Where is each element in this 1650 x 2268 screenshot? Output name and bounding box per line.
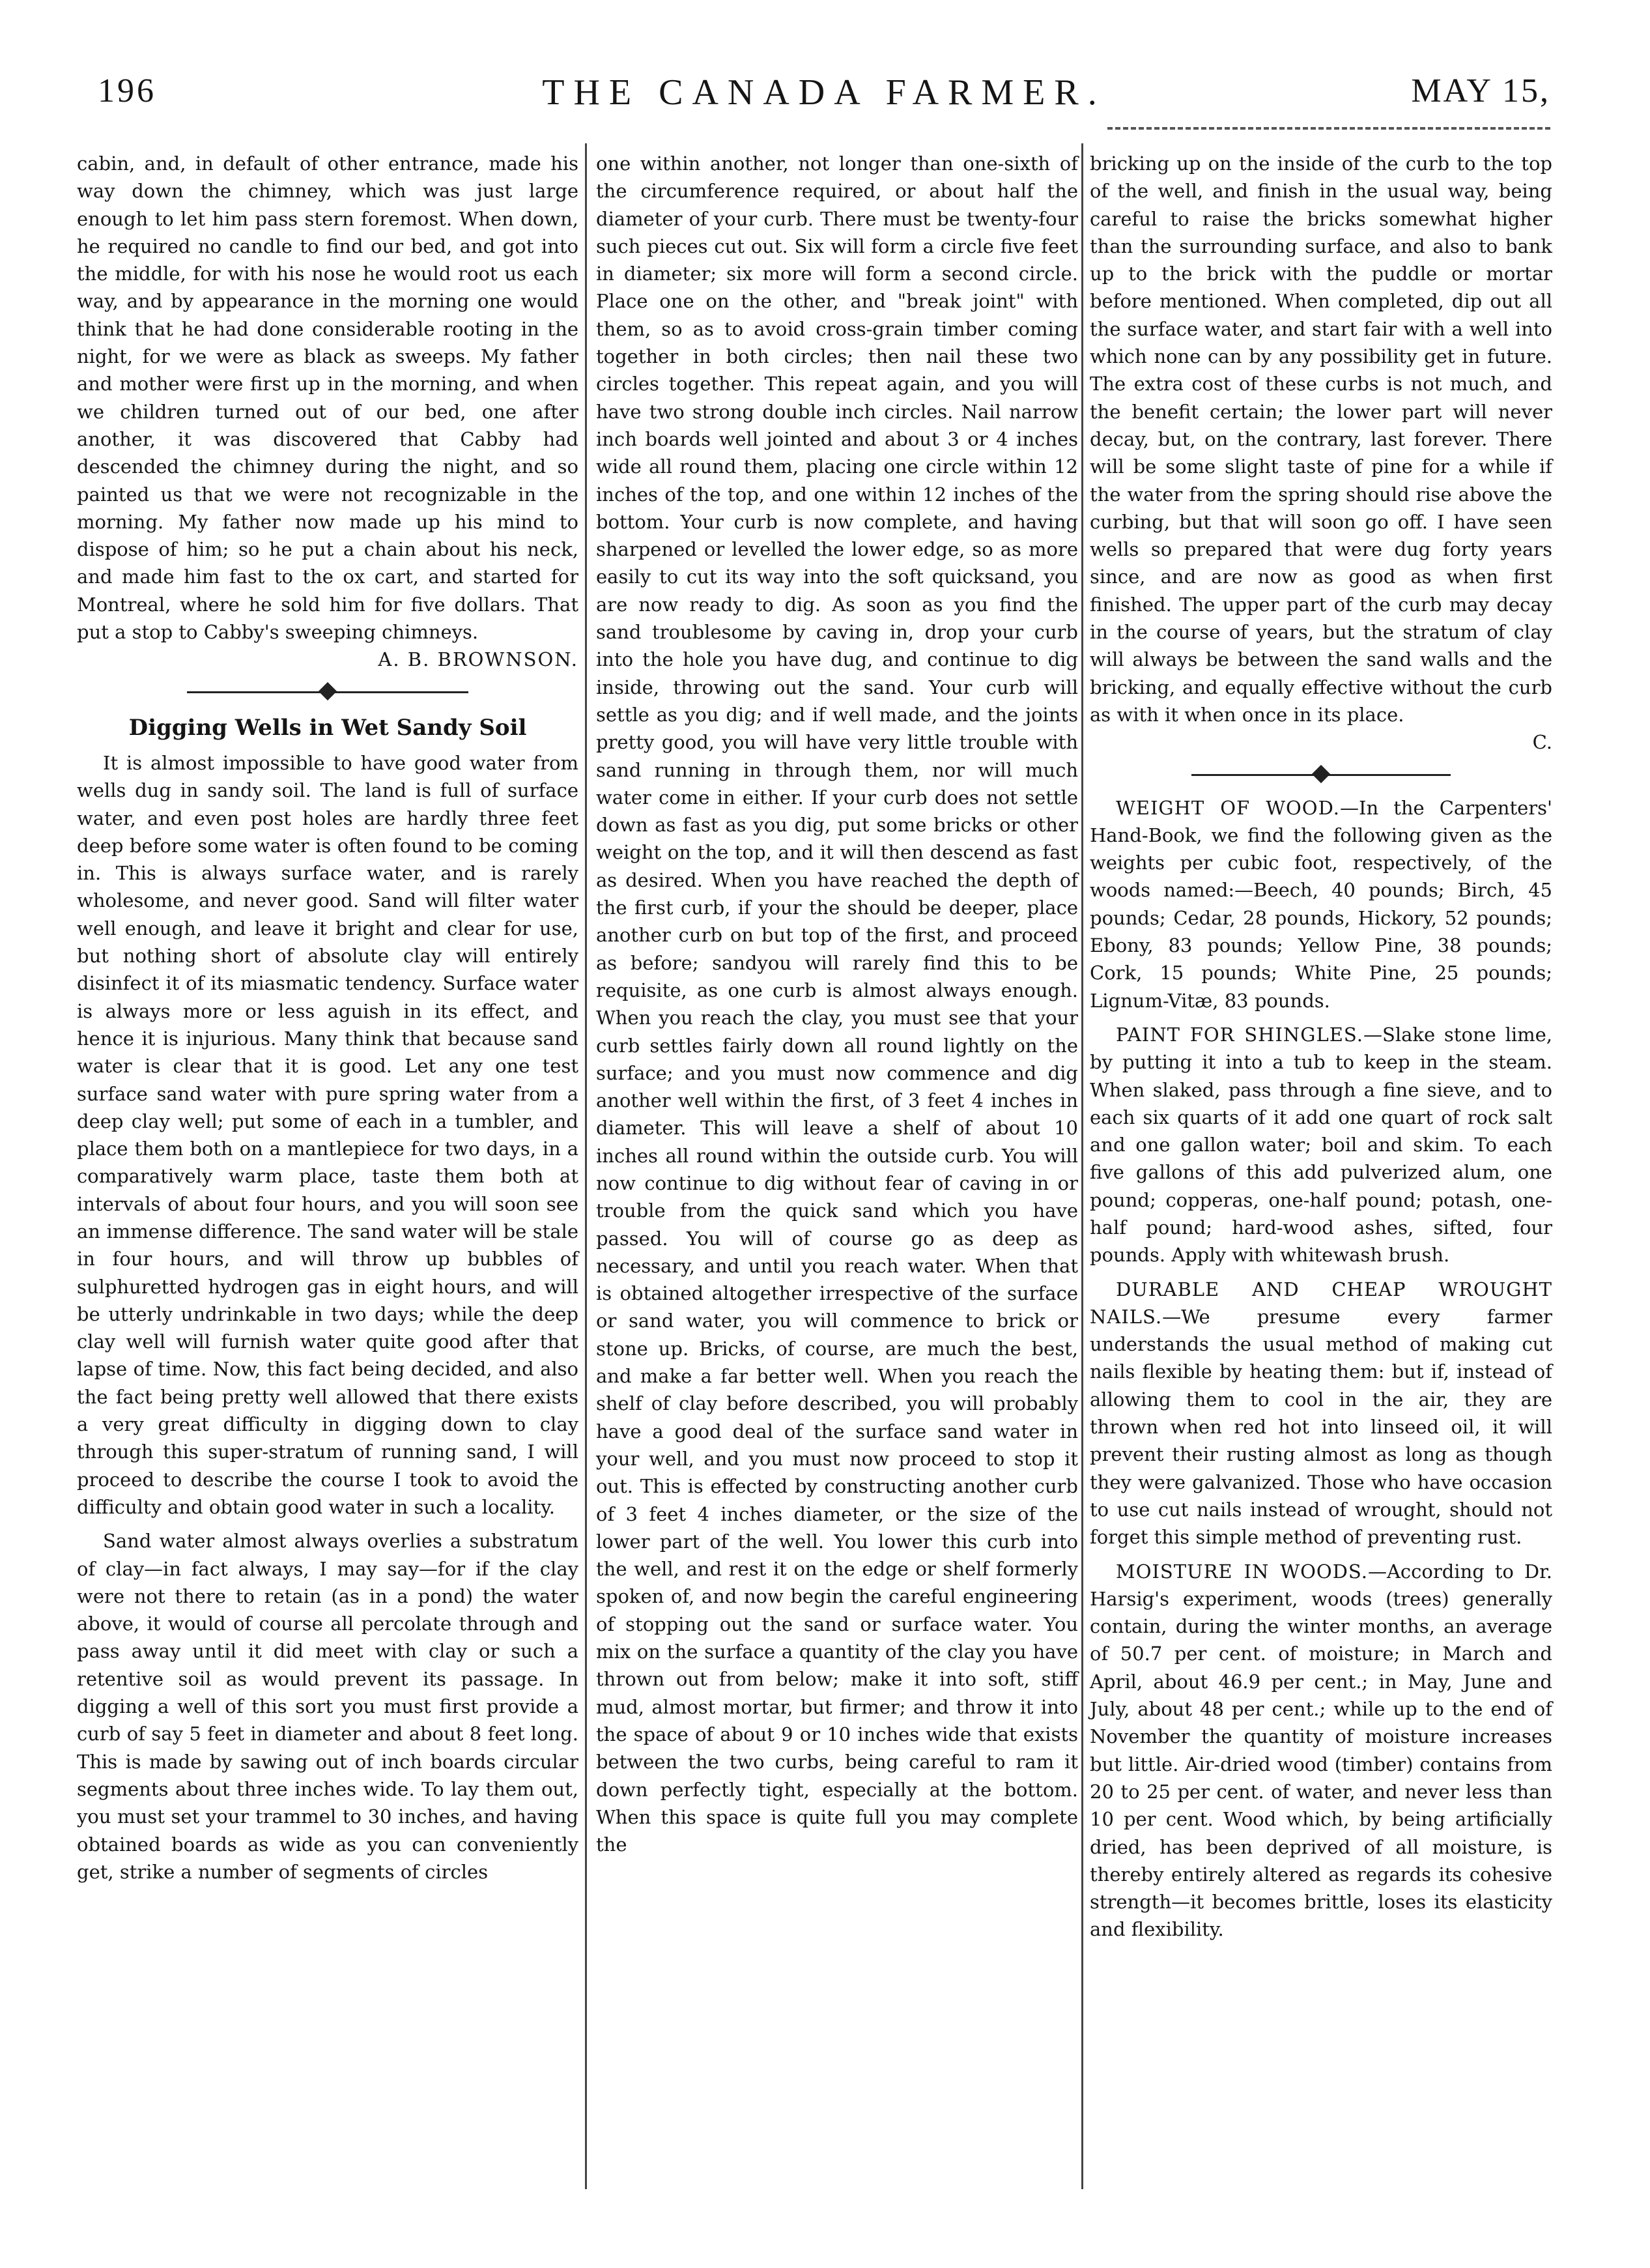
author-signature: A. B. BROWNSON. — [378, 648, 578, 671]
article-paragraph: one within another, not longer than one-sixth of the circumference required, or about half the diameter of your curb. There must be twenty-four such pieces cut out. Six will form a circle five feet in diameter; six more will form a second circle. Place one on the other, and "break joint" with them, so as to avoid cross-grain timber coming together in both circles; then nail these two circles together. This repeat again, and you will have two strong double inch circles. Nail narrow inch boards well jointed and about 3 or 4 inches wide all round them, placing one circle within 12 inches of the top, and one within 12 inches of the bottom. Your curb is now complete, and having sharpened or levelled the lower edge, so as more easily to cut its way into the soft quicksand, you are now ready to dig. As soon as you find the sand troublesome by caving in, drop your curb into the hole you have dug, and continue to dig inside, throwing out the sand. Your curb will settle as you dig; and if well made, and the joints pretty good, you will have very little trouble with sand running in through them, nor will much water come in either. If your curb does not settle down as fast as you dig, put some bricks or other weight on the top, and it will then descend as fast as desired. When you have reached the depth of the first curb, if your the should be deeper, place another curb on but top of the first, and proceed as before; sandyou will rarely find this to be requisite, as one curb is almost always enough. When you reach the clay, you must see that your curb settles fairly down all round lightly on the surface; and you must now commence and dig another well within the first, of 3 feet 4 inches in diameter. This will leave a shelf of about 10 inches all round within the outside curb. You will now continue to dig without fear of caving in or trouble from the quick sand which you have passed. You will of course go as deep as necessary, and until you reach water. When that is obtained altogether irrespective of the surface or sand water, you will commence to brick or stone up. Bricks, of course, are much the best, and make a far better well. When you reach the shelf of clay before described, you will probably have a good deal of the surface sand water in your well, and you must now proceed to stop it out. This is effected by constructing another curb of 3 feet 4 inches diameter, or the size of the lower part of the well. You lower this curb into the well, and rest it on the edge or shelf formerly spoken of, and now begin the careful engineering of stopping out the sand or surface water. You mix on the surface a quantity of the clay you have thrown out from below; make it into soft, stiff mud, almost mortar, but firmer; and throw it into the space of about 9 or 10 inches wide that exists between the two curbs, being careful to ram it down perfectly tight, especially at the bottom. When this space is quite full you may complete the — [596, 152, 1078, 1856]
article-paragraph: bricking up on the inside of the curb to the top of the well, and finish in the usual way, being careful to raise the bricks somewhat higher than the surrounding surface, and also to bank up to the brick with the puddle or mortar before mentioned. When completed, dip out all the surface water, and start fair with a well into which none can by any possibility get in future. The extra cost of these curbs is not much, and the benefit certain; the lower part will never decay, but, on the contrary, last forever. There will be some slight taste of pine for a while if the water from the spring should rise above the curbing, but that will soon go off. I have seen wells so prepared that were dug forty years since, and are now as good as when first finished. The upper part of the curb may decay in the course of years, but the stratum of clay will always be between the sand walls and the bricking, and equally effective without the curb as with it when once in its place. — [1090, 152, 1552, 726]
item-title: DURABLE AND CHEAP WROUGHT NAILS. — [1090, 1278, 1552, 1328]
section-divider — [1090, 762, 1552, 788]
column-rule-1 — [585, 143, 587, 2189]
item-text: —We presume every farmer understands the usual method of making cut nails flexible by heating them: but if, instead of allowing them to cool in the air, they are thrown when red hot into linseed oil, it will prevent their rusting almost as long as though they were galvanized. Those who have occasion to use cut nails instead of wrought, should not forget this simple method of preventing rust. — [1090, 1305, 1552, 1549]
masthead-title: THE CANADA FARMER. — [542, 72, 1106, 113]
item-title: PAINT FOR SHINGLES. — [1116, 1023, 1363, 1046]
paint-for-shingles-item — [1090, 1021, 1552, 1269]
issue-date: MAY 15, — [1411, 72, 1550, 109]
weight-of-wood-item — [1090, 794, 1552, 1014]
page-number: 196 — [98, 72, 156, 109]
column-3 — [1090, 150, 1552, 1944]
article-paragraph: Sand water almost always overlies a substratum of clay—in fact always, I may say—for if the clay were not there to retain (as in a pond) the water above, it would of course all percolate through and pass away until it did meet with clay or such a retentive soil as would prevent its passage. In digging a well of this sort you must first provide a curb of say 5 feet in diameter and about 8 feet long. This is made by sawing out of inch boards circular segments about three inches wide. To lay them out, you must set your trammel to 30 inches, and having obtained boards as wide as you can conveniently get, strike a number of segments of circles — [77, 1530, 578, 1883]
item-text: —According to Dr. Harsig's experiment, woods (trees) generally contain, during the winter months, an average of 50.7 per cent. of moisture; in March and April, about 46.9 per cent.; in May, June and July, about 48 per cent.; while up to the end of November the quantity of moisture increases but little. Air-dried wood (timber) contains from 20 to 25 per cent. of water, and never less than 10 per cent. Wood which, by being artificially dried, has been deprived of all moisture, is thereby entirely altered as regards its cohesive strength—it becomes brittle, loses its elasticity and flexibility. — [1090, 1560, 1552, 1941]
item-text: —In the Carpenters' Hand-Book, we find the following given as the weights per cubic foot, respectively, of the woods named:—Beech, 40 pounds; Birch, 45 pounds; Cedar, 28 pounds, Hickory, 52 pounds; Ebony, 83 pounds; Yellow Pine, 38 pounds; Cork, 15 pounds; White Pine, 25 pounds; Lignum-Vitæ, 83 pounds. — [1090, 796, 1553, 1012]
moisture-in-woods-item — [1090, 1558, 1552, 1944]
article-heading: Digging Wells in Wet Sandy Soil — [128, 714, 527, 741]
column-1 — [77, 150, 578, 1886]
section-divider — [77, 679, 578, 705]
item-title: WEIGHT OF WOOD. — [1116, 796, 1341, 819]
header-rule — [1107, 127, 1550, 130]
cabby-story-ending: cabin, and, in default of other entrance, made his way down the chimney, which was just large enough to let him pass stern foremost. When down, he required no candle to find our bed, and got into the middle, for with his nose he would root us each way, and by appearance in the morning one would think that he had done considerable rooting in the night, for we were as black as sweeps. My father and mother were first up in the morning, and when we children turned out of our bed, one after another, it was discovered that Cabby had descended the chimney during the night, and so painted us that we were not recognizable in the morning. My father now made up his mind to dispose of him; so he put a chain about his neck, and made him fast to the ox cart, and started for Montreal, where he sold him for five dollars. That put a stop to Cabby's sweeping chimneys. — [77, 152, 578, 644]
wrought-nails-item — [1090, 1276, 1552, 1551]
column-2 — [596, 150, 1078, 1858]
item-title: MOISTURE IN WOODS. — [1116, 1560, 1368, 1583]
item-text: —Slake stone lime, by putting it into a tub to keep in the steam. When slaked, pass through a fine sieve, and to each six quarts of it add one quart of rock salt and one gallon water; boil and skim. To each five gallons of this add pulverized alum, one pound; copperas, one-half pound; potash, one-half pound; hard-wood ashes, sifted, four pounds. Apply with whitewash brush. — [1090, 1023, 1552, 1267]
column-rule-2 — [1081, 143, 1083, 2189]
article-signature: C. — [1532, 731, 1552, 754]
article-paragraph: It is almost impossible to have good water from wells dug in sandy soil. The land is full of surface water, and even post holes are hardly three feet deep before some water is often found to be coming in. This is always surface water, and is rarely wholesome, and never good. Sand will filter water well enough, and leave it bright and clear for use, but nothing short of absolute clay will entirely disinfect it of its miasmatic tendency. Surface water is always more or less aguish in its effect, and hence it is injurious. Many think that because sand water is clear that it is good. Let any one test surface sand water with pure spring water from a deep clay well; put some of each in a tumbler, and place them both on a mantlepiece for two days, in a comparatively warm place, taste them both at intervals of about four hours, and you will soon see an immense difference. The sand water will be stale in four hours, and will throw up bubbles of sulphuretted hydrogen gas in eight hours, and will be utterly undrinkable in two days; while the deep clay well will furnish water quite good after that lapse of time. Now, this fact being decided, and also the fact being pretty well allowed that there exists a very great difficulty in digging down to clay through this super-stratum of running sand, I will proceed to describe the course I took to avoid the difficulty and obtain good water in such a locality. — [77, 751, 578, 1518]
page-header — [98, 72, 1550, 124]
